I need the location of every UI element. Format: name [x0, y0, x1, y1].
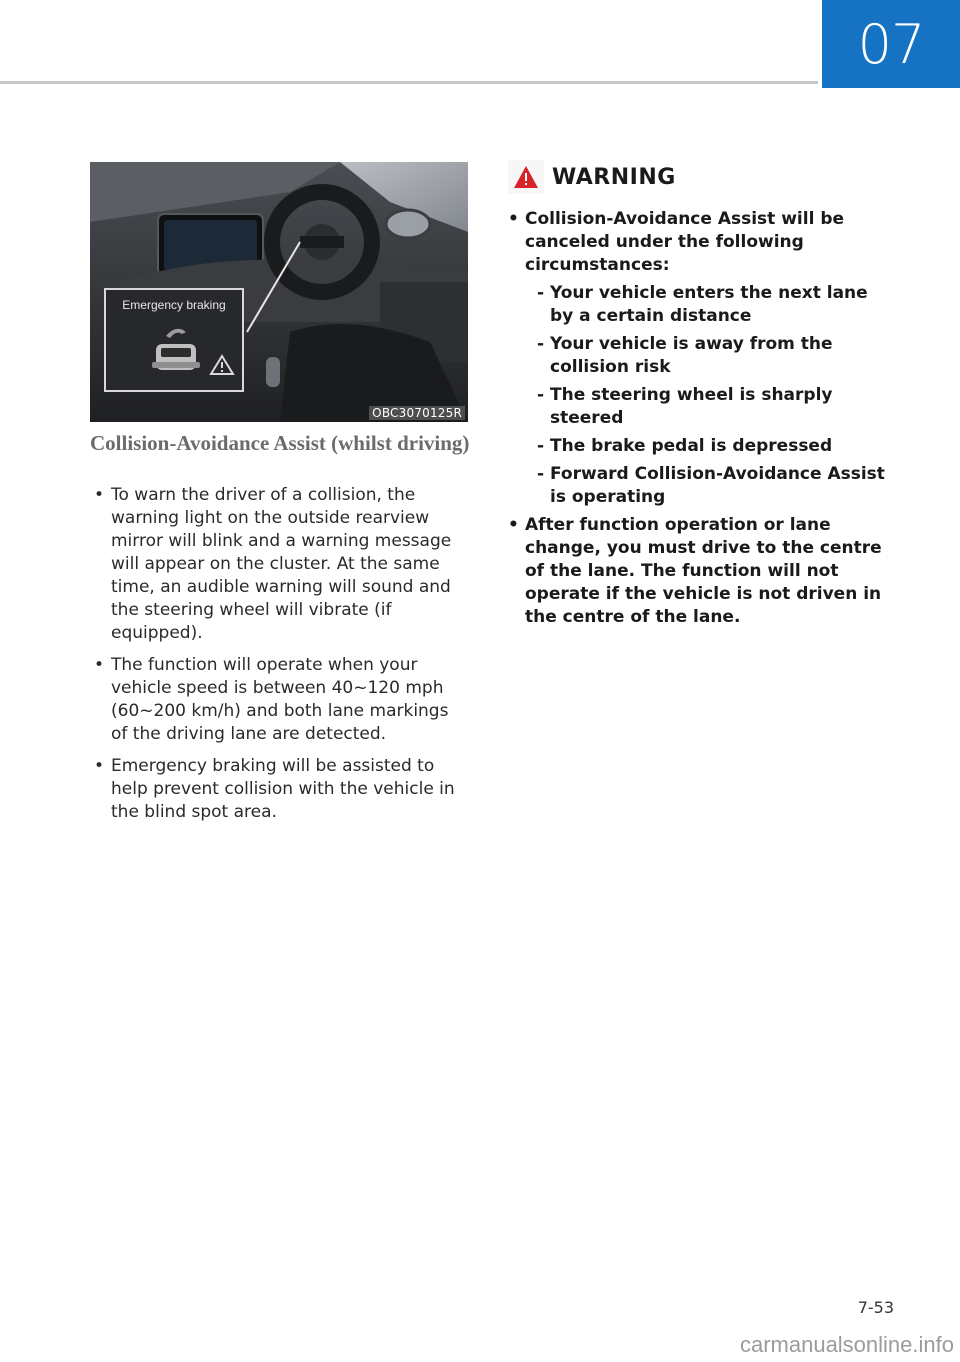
header-rule	[0, 81, 818, 84]
bullet-icon: •	[94, 756, 105, 776]
page-number: 7-53	[857, 1298, 894, 1317]
list-item: • Collision-Avoidance Assist will be canceled under the following circumstances: - Your vehicle enters the next lane by a certain distance - Your vehicle is away from the collision risk - The steering wheel is sharply steered - The brake pedal is depressed - Forward Collision-Avoidance Assist is operating	[508, 208, 888, 509]
warning-list	[508, 208, 888, 634]
inset-graphics	[106, 290, 242, 390]
list-item: - Forward Collision-Avoidance Assist is operating	[537, 464, 885, 507]
dash-icon: -	[537, 464, 545, 484]
list-item: • After function operation or lane change, you must drive to the centre of the lane. The function will not operate if the vehicle is not driven in the centre of the lane.	[508, 515, 882, 627]
cancel-conditions-list	[525, 282, 888, 509]
list-item: - The steering wheel is sharply steered	[537, 385, 833, 428]
dash-icon: -	[537, 283, 545, 303]
cluster-inset	[104, 288, 244, 392]
bullet-icon: •	[508, 209, 519, 229]
dash-icon: -	[537, 436, 545, 456]
dash-icon: -	[537, 334, 545, 354]
car-rear-icon	[152, 344, 200, 370]
chapter-tab	[822, 0, 960, 88]
list-item: - Your vehicle is away from the collision risk	[537, 334, 833, 377]
inset-message: Emergency braking	[122, 298, 226, 312]
bullet-icon: •	[94, 655, 105, 675]
figure-code: OBC3070125R	[369, 406, 465, 420]
watermark: carmanualsonline.info	[739, 1332, 954, 1357]
bullet-icon: •	[94, 485, 105, 505]
list-item: • Emergency braking will be assisted to help prevent collision with the vehicle in the blind spot area.	[94, 756, 455, 822]
section-title: Collision-Avoidance Assist (whilst driving)	[90, 431, 470, 455]
warning-icon	[508, 160, 544, 194]
bullet-icon: •	[508, 515, 519, 535]
list-item: - Your vehicle enters the next lane by a certain distance	[537, 283, 868, 326]
warning-triangle-icon	[211, 356, 233, 374]
list-item: - The brake pedal is depressed	[537, 436, 833, 456]
warning-heading	[508, 160, 676, 194]
arrow-icon	[166, 329, 186, 338]
list-item: • To warn the driver of a collision, the warning light on the outside rearview mirror will blink and a warning message will appear on the cluster. At the same time, an audible warning will sound and the steering wheel will vibrate (if equipped).	[94, 485, 452, 643]
dash-icon: -	[537, 385, 545, 405]
warning-title: WARNING	[552, 164, 676, 190]
list-item: • The function will operate when your vehicle speed is between 40~120 mph (60~200 km/h) and both lane markings of the driving lane are detected.	[94, 655, 449, 744]
chapter-number: 07	[857, 12, 925, 76]
dashboard-figure	[90, 162, 468, 422]
feature-bullet-list	[90, 484, 470, 833]
